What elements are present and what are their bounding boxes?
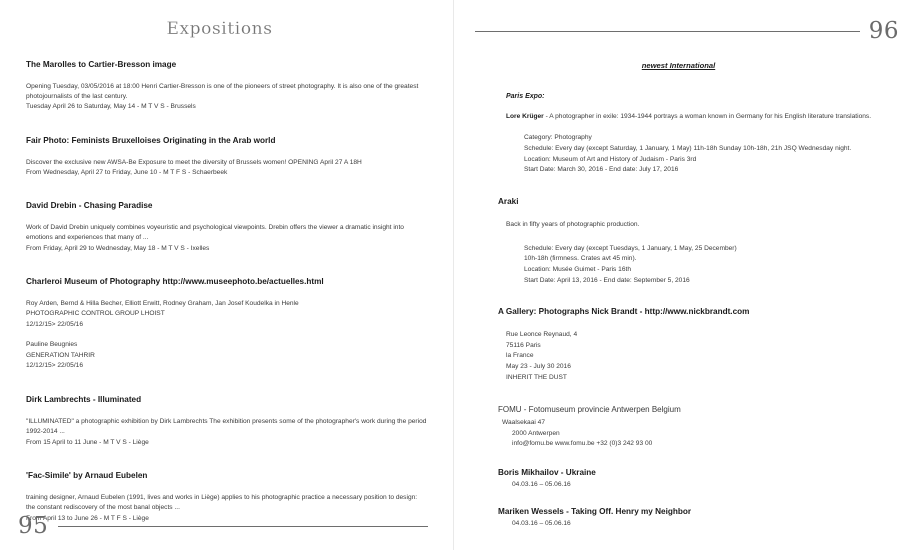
artist-intro: Back in fifty years of photographic production. bbox=[506, 220, 640, 228]
exhibition-description: "ILLUMINATED" a photographic exhibition by Dirk Lambrechts The exhibition presents some of the photographer's work during the period 1992-2014 ... bbox=[26, 417, 427, 436]
exhibition-description: Work of David Drebin uniquely combines voyeuristic and psychological viewpoints. Drebin offers the viewer a dramatic insight into emotions and experiences that many of ... bbox=[26, 224, 404, 242]
group-dates: 12/12/15> 22/05/16 bbox=[26, 320, 84, 328]
venue-contact: info@fomu.be www.fomu.be +32 (0)3 242 93 00 bbox=[512, 440, 653, 448]
exhibition-dates: From Friday, April 29 to Wednesday, May 18 - M T V S - Ixelles bbox=[26, 244, 210, 252]
exhibition-dates: From April 13 to June 26 - M T F S - Liège bbox=[26, 514, 149, 522]
exhibition-entry bbox=[26, 60, 427, 113]
exhibition-description: Discover the exclusive new AWSA-Be Exposure to meet the diversity of Brussels women! OPENING April 27 A 18H bbox=[26, 158, 362, 166]
group-title: GENERATION TAHRIR bbox=[26, 351, 95, 359]
artist-heading: Araki bbox=[498, 196, 519, 206]
exhibition-heading: Fair Photo: Feminists Bruxelloises Originating in the Arab world bbox=[26, 135, 276, 145]
venue-fomu bbox=[498, 405, 889, 449]
expo-item-lore-kruger bbox=[498, 112, 889, 176]
expo-item-araki bbox=[498, 197, 889, 287]
artist-group bbox=[26, 340, 427, 371]
exhibition-entry bbox=[26, 136, 427, 178]
detail-location: Location: Musée Guimet - Paris 16th bbox=[524, 266, 632, 274]
venue-street: Waalsekaai 47 bbox=[502, 418, 546, 426]
artist-name: Lore Krüger bbox=[506, 113, 544, 120]
detail-dates: Start Date: March 30, 2016 - End date: July 17, 2016 bbox=[524, 166, 679, 174]
left-page-footer bbox=[0, 515, 453, 538]
exhibition-dates: From Wednesday, April 27 to Friday, June 10 - M T F S - Schaerbeek bbox=[26, 168, 228, 176]
expo-item-nick-brandt bbox=[498, 307, 889, 383]
exhibition-body bbox=[26, 158, 427, 179]
left-page bbox=[0, 0, 453, 550]
artist-description: - A photographer in exile: 1934-1944 portrays a woman known in Germany for his English literature translations. bbox=[543, 113, 872, 120]
show-heading: Boris Mikhailov - Ukraine bbox=[498, 467, 596, 477]
exhibition-dates: From 15 April to 11 June - M T V S - Liège bbox=[26, 438, 149, 446]
footer-divider-rule bbox=[58, 526, 428, 527]
gallery-country: la France bbox=[506, 352, 534, 360]
header-divider-rule bbox=[475, 31, 860, 32]
exhibition-entry bbox=[26, 201, 427, 254]
detail-hours: 10h-18h (firmness. Crates avt 45 min). bbox=[524, 255, 637, 263]
page-number-right: 96 bbox=[868, 18, 899, 44]
exhibition-entry bbox=[26, 395, 427, 448]
exhibition-heading: 'Fac-Simile' by Arnaud Eubelen bbox=[26, 471, 148, 481]
right-page-content bbox=[453, 61, 907, 529]
venue-city: 2000 Antwerpen bbox=[512, 429, 560, 437]
show-dates: 04.03.16 – 05.06.16 bbox=[512, 480, 571, 488]
city-label: Paris Expo: bbox=[506, 93, 545, 100]
detail-category: Category: Photography bbox=[524, 134, 592, 142]
page-number-left: 95 bbox=[18, 513, 49, 539]
gallery-heading: A Gallery: Photographs Nick Brandt - http://www.nickbrandt.com bbox=[498, 307, 750, 317]
exhibition-heading: Dirk Lambrechts - Illuminated bbox=[26, 395, 142, 405]
detail-schedule: Schedule: Every day (except Saturday, 1 January, 1 May) 11h-18h Sunday 10h-18h, 21h JSQ Wednesday night. bbox=[524, 144, 852, 152]
show-heading: Mariken Wessels - Taking Off. Henry my Neighbor bbox=[498, 506, 692, 516]
exhibition-heading: David Drebin - Chasing Paradise bbox=[26, 201, 153, 211]
group-dates: 12/12/15> 22/05/16 bbox=[26, 361, 84, 369]
detail-location: Location: Museum of Art and History of Judaism - Paris 3rd bbox=[524, 155, 697, 163]
exhibition-entry bbox=[26, 277, 427, 371]
exhibition-body bbox=[26, 223, 427, 254]
gallery-exhibition-title: INHERIT THE DUST bbox=[506, 373, 567, 381]
page-title: Expositions bbox=[166, 19, 273, 39]
expo-details bbox=[524, 244, 889, 287]
exhibition-description: training designer, Arnaud Eubelen (1991, lives and works in Liège) applies to his photographic practice a necessary position to design: the constant rediscovery of the most banal objects ... bbox=[26, 493, 418, 512]
artist-group bbox=[26, 299, 427, 330]
exhibition-heading: Charleroi Museum of Photography http://www.museephoto.be/actuelles.html bbox=[26, 277, 324, 287]
artist-paragraph bbox=[506, 112, 889, 122]
right-page-header bbox=[453, 20, 907, 43]
show-mariken-wessels bbox=[498, 507, 889, 529]
expo-details bbox=[524, 133, 889, 176]
show-dates: 04.03.16 – 05.06.16 bbox=[512, 519, 571, 527]
right-page bbox=[453, 0, 907, 550]
detail-schedule: Schedule: Every day (except Tuesdays, 1 January, 1 May, 25 December) bbox=[524, 244, 737, 252]
gallery-dates: May 23 - July 30 2016 bbox=[506, 363, 571, 371]
artist-names: Pauline Beugnies bbox=[26, 341, 78, 349]
section-title: newest International bbox=[641, 61, 716, 70]
exhibition-heading: The Marolles to Cartier-Bresson image bbox=[26, 60, 177, 69]
exhibition-body bbox=[26, 82, 427, 113]
venue-heading: FOMU - Fotomuseum provincie Antwerpen Belgium bbox=[498, 405, 681, 415]
exhibition-description: Opening Tuesday, 03/05/2016 at 18:00 Henri Cartier-Bresson is one of the pioneers of street photography. It is also one of the greatest photojournalists of the last century. bbox=[26, 82, 419, 101]
left-page-content bbox=[0, 60, 453, 524]
artist-names: Roy Arden, Bernd & Hilla Becher, Elliott Erwitt, Rodney Graham, Jan Josef Koudelka in Henle bbox=[26, 299, 299, 307]
gallery-postcode: 75116 Paris bbox=[506, 341, 541, 349]
exhibition-body bbox=[26, 417, 427, 448]
show-boris-mikhailov bbox=[498, 468, 889, 490]
exhibition-dates: Tuesday April 26 to Saturday, May 14 - M T V S - Brussels bbox=[26, 103, 196, 111]
group-title: PHOTOGRAPHIC CONTROL GROUP LHOIST bbox=[26, 310, 165, 318]
gallery-street: Rue Leonce Reynaud, 4 bbox=[506, 331, 578, 339]
detail-dates: Start Date: April 13, 2016 - End date: September 5, 2016 bbox=[524, 276, 690, 284]
